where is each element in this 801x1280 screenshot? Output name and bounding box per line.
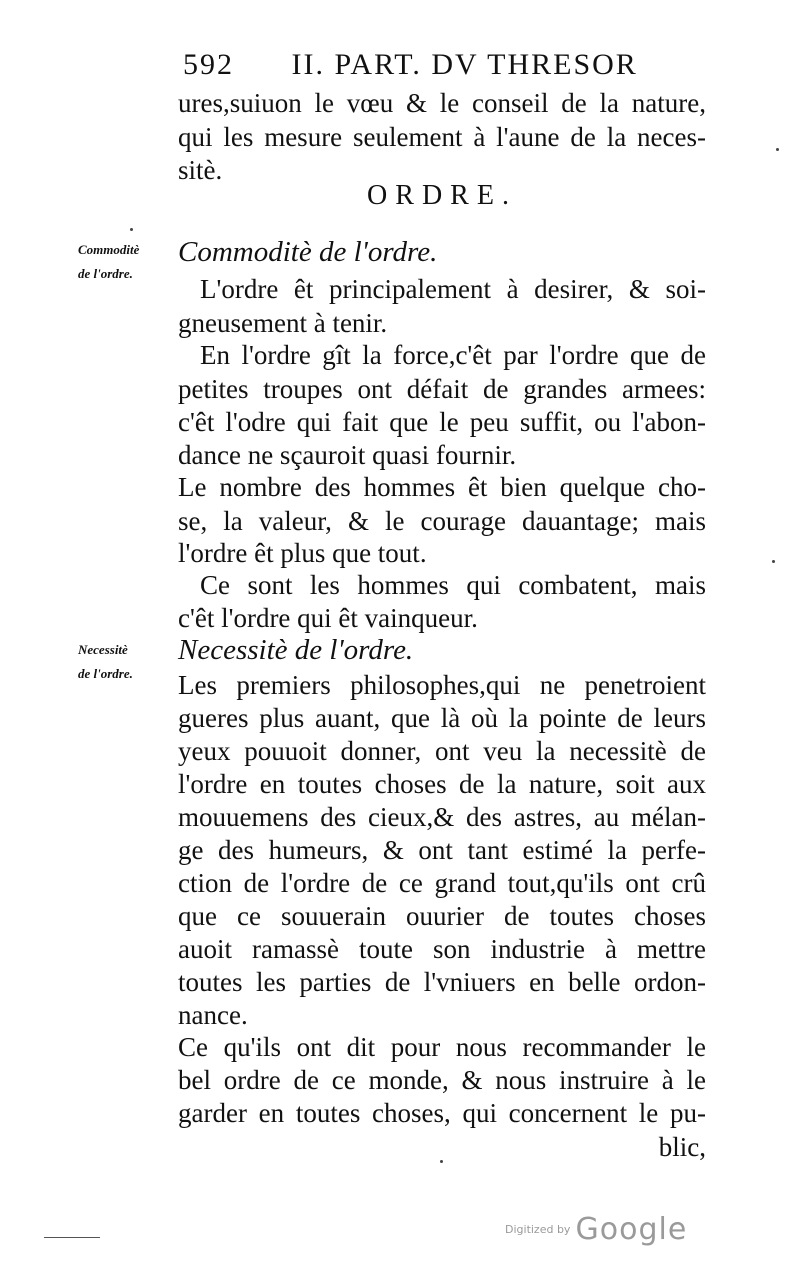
bottom-rule [44, 1237, 100, 1238]
running-title: II. PART. DV THRESOR [291, 48, 638, 81]
text-line: Ce qu'ils ont dit pour nous recommander le [178, 1032, 706, 1062]
text-line: Les premiers philosophes,qui ne penetroient [178, 670, 706, 700]
subheading: Necessitè de l'ordre. [178, 634, 414, 666]
running-head [183, 48, 703, 82]
text-line: petites troupes ont défait de grandes armees: [178, 374, 706, 404]
subheading: Commoditè de l'ordre. [178, 236, 438, 268]
text-line: L'ordre êt principalement à desirer, & soi- [200, 274, 706, 304]
digitized-watermark [505, 1212, 687, 1247]
text-line: mouuemens des cieux,& des astres, au mélan- [178, 802, 706, 832]
text-line: Ce sont les hommes qui combatent, mais [200, 570, 706, 600]
text-line: ures,suiuon le vœu & le conseil de la nature, [178, 88, 706, 118]
text-line: bel ordre de ce monde, & nous instruire à le [178, 1065, 706, 1095]
text-line: nance. [178, 1000, 248, 1030]
text-line: ge des humeurs, & ont tant estimé la perfe- [178, 835, 706, 865]
text-line: Le nombre des hommes êt bien quelque cho- [178, 472, 706, 502]
text-line: gueres plus auant, que là où la pointe de leurs [178, 703, 706, 733]
section-title: ORDRE. [367, 180, 517, 211]
margin-note-line: de l'ordre. [78, 666, 133, 681]
margin-note-line: Necessitè [78, 642, 128, 657]
text-line: gneusement à tenir. [178, 308, 388, 338]
google-logo: Google [575, 1212, 688, 1247]
ink-speck [772, 560, 775, 563]
text-line: toutes les parties de l'vniuers en belle ordon- [178, 967, 706, 997]
ink-speck [440, 1160, 443, 1163]
text-line: l'ordre êt plus que tout. [178, 538, 427, 568]
text-line: se, la valeur, & le courage dauantage; mais [178, 506, 706, 536]
text-line: l'ordre en toutes choses de la nature, soit aux [178, 769, 706, 799]
text-line: qui les mesure seulement à l'aune de la neces- [178, 122, 706, 152]
ink-speck [130, 228, 133, 231]
text-line: sitè. [178, 155, 223, 185]
text-line: c'êt l'ordre qui êt vainqueur. [178, 603, 478, 633]
text-line: yeux pouuoit donner, ont veu la necessitè de [178, 736, 706, 766]
text-line: que ce souuerain ouurier de toutes choses [178, 901, 706, 931]
text-line: En l'ordre gît la force,c'êt par l'ordre que de [200, 340, 706, 370]
page-number: 592 [183, 48, 234, 81]
catchword: blic, [658, 1132, 706, 1162]
margin-note-line: Commoditè [78, 242, 140, 257]
text-line: ction de l'ordre de ce grand tout,qu'ils ont crû [178, 868, 706, 898]
margin-note-line: de l'ordre. [78, 266, 133, 281]
text-line: dance ne sçauroit quasi fournir. [178, 440, 517, 470]
ink-speck [776, 148, 779, 151]
text-line: garder en toutes choses, qui concernent le pu- [178, 1098, 706, 1128]
text-line: auoit ramassè toute son industrie à mettre [178, 934, 706, 964]
text-line: c'êt l'odre qui fait que le peu suffit, ou l'abon- [178, 407, 706, 437]
margin-note [78, 638, 178, 686]
margin-note [78, 238, 178, 286]
watermark-prefix: Digitized by [505, 1223, 571, 1236]
